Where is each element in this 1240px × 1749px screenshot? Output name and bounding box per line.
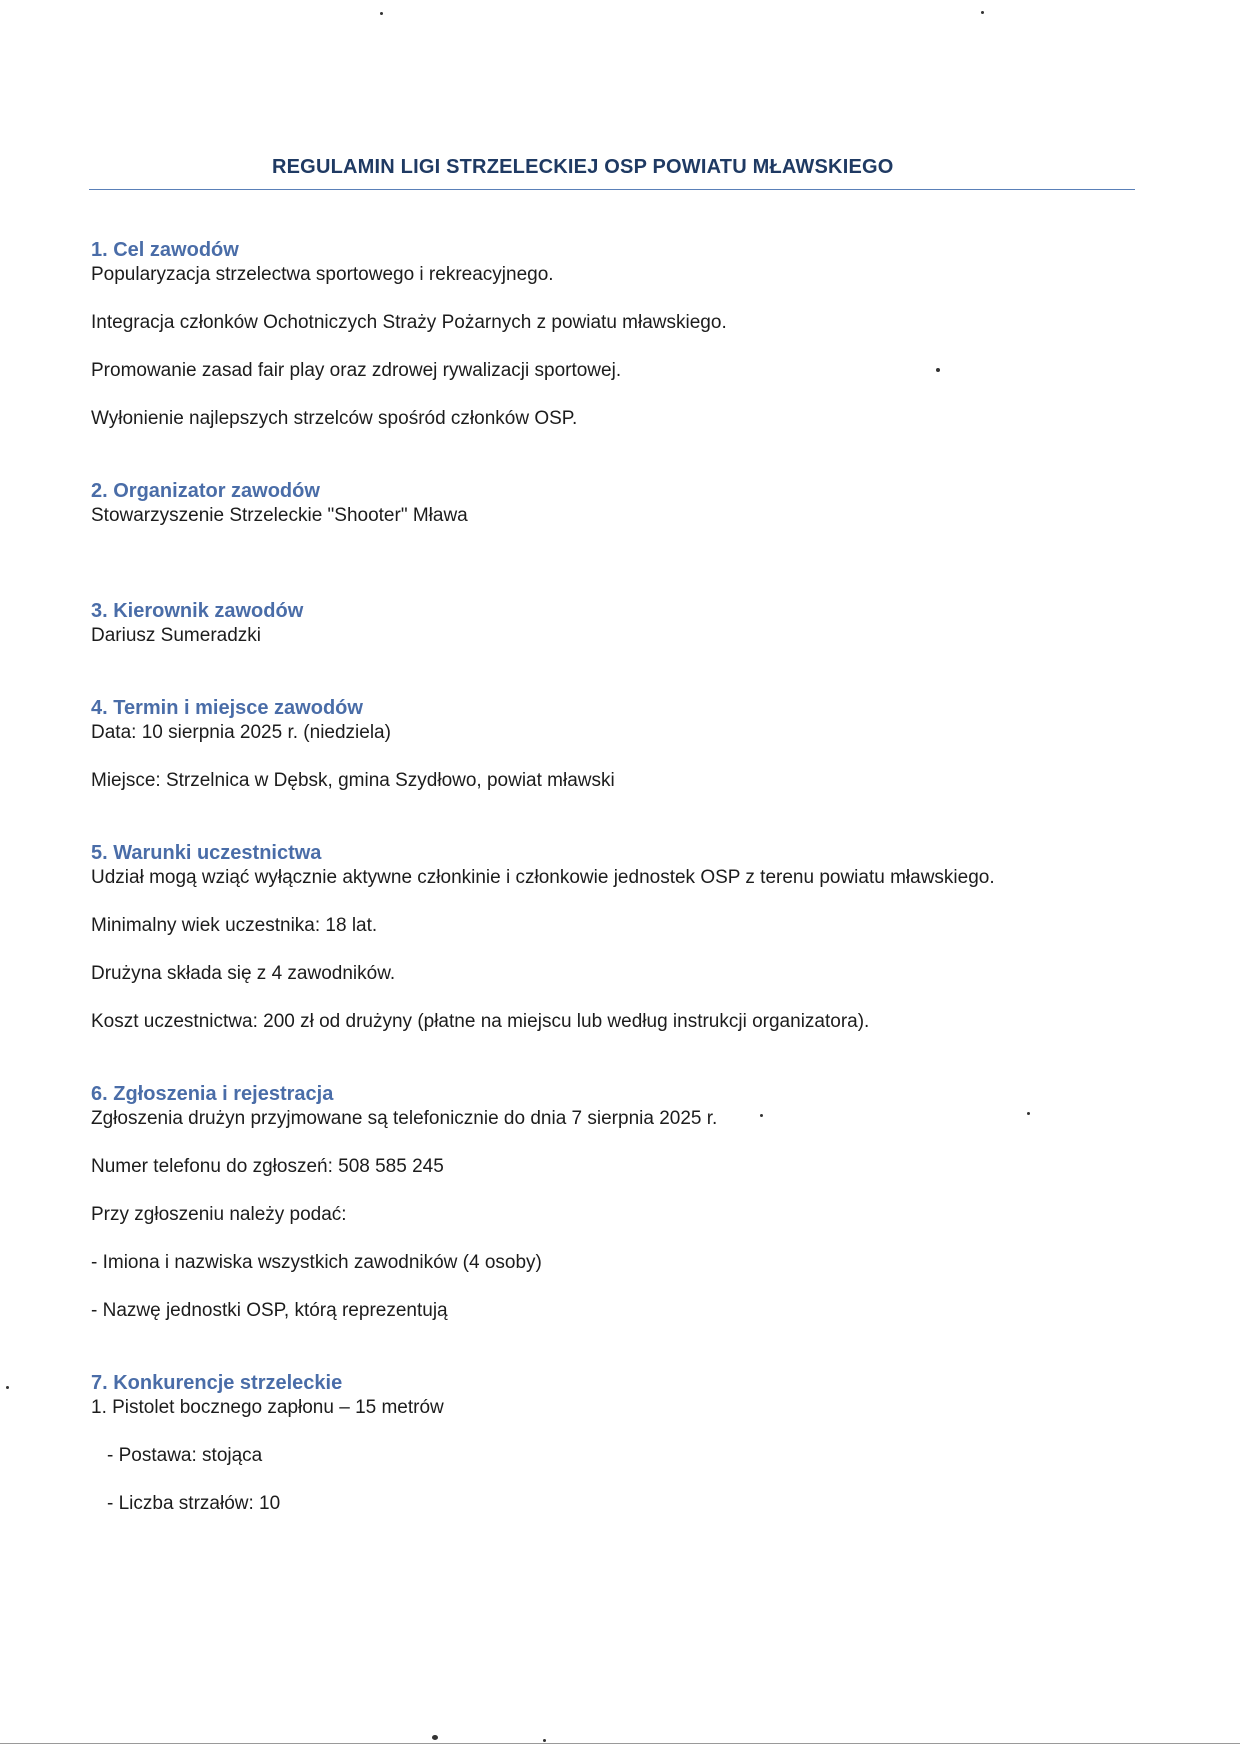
scan-speck [1027,1112,1030,1115]
document-body [91,237,1131,1516]
section-konkurencje [91,1370,1131,1516]
scan-speck [936,368,940,372]
section-heading: 5. Warunki uczestnictwa [91,842,322,864]
section-heading: 4. Termin i miejsce zawodów [91,697,363,719]
paragraph: Numer telefonu do zgłoszeń: 508 585 245 [91,1156,444,1177]
scan-speck [380,12,383,15]
list-item: 1. Pistolet bocznego zapłonu – 15 metrów [91,1397,444,1418]
paragraph: Minimalny wiek uczestnika: 18 lat. [91,915,378,936]
paragraph: Zgłoszenia drużyn przyjmowane są telefonicznie do dnia 7 sierpnia 2025 r. [91,1108,718,1129]
section-termin-miejsce [91,695,1131,793]
section-warunki-uczestnictwa [91,840,1131,1034]
section-zgloszenia [91,1081,1131,1323]
scan-speck [760,1114,763,1117]
section-heading: 2. Organizator zawodów [91,480,320,502]
scan-edge [0,1743,1240,1744]
list-item: - Nazwę jednostki OSP, którą reprezentują [91,1300,448,1321]
document-title: REGULAMIN LIGI STRZELECKIEJ OSP POWIATU MŁAWSKIEGO [272,156,894,178]
paragraph: Data: 10 sierpnia 2025 r. (niedziela) [91,722,391,743]
section-heading: 3. Kierownik zawodów [91,600,304,622]
section-organizator [91,478,1131,528]
list-item: - Liczba strzałów: 10 [107,1493,281,1514]
scan-speck [543,1739,546,1742]
section-heading: 1. Cel zawodów [91,239,239,261]
section-cel-zawodow [91,237,1131,431]
paragraph: Stowarzyszenie Strzeleckie "Shooter" Mława [91,505,468,526]
paragraph: Drużyna składa się z 4 zawodników. [91,963,396,984]
scan-speck [432,1735,438,1740]
paragraph: Dariusz Sumeradzki [91,625,261,646]
paragraph: Integracja członków Ochotniczych Straży Pożarnych z powiatu mławskiego. [91,312,727,333]
section-kierownik [91,598,1131,648]
paragraph: Przy zgłoszeniu należy podać: [91,1204,347,1225]
scan-speck [981,11,984,14]
paragraph: Udział mogą wziąć wyłącznie aktywne członkinie i członkowie jednostek OSP z terenu powiatu mławskiego. [91,867,995,888]
list-item: - Postawa: stojąca [107,1445,263,1466]
title-underline [89,189,1135,190]
list-item: - Imiona i nazwiska wszystkich zawodników (4 osoby) [91,1252,542,1273]
paragraph: Popularyzacja strzelectwa sportowego i rekreacyjnego. [91,264,554,285]
scan-speck [6,1386,9,1389]
paragraph: Wyłonienie najlepszych strzelców spośród członków OSP. [91,408,578,429]
section-heading: 6. Zgłoszenia i rejestracja [91,1083,334,1105]
paragraph: Koszt uczestnictwa: 200 zł od drużyny (płatne na miejscu lub według instrukcji organizatora). [91,1011,870,1032]
paragraph: Miejsce: Strzelnica w Dębsk, gmina Szydłowo, powiat mławski [91,770,615,791]
section-heading: 7. Konkurencje strzeleckie [91,1372,343,1394]
paragraph: Promowanie zasad fair play oraz zdrowej rywalizacji sportowej. [91,360,622,381]
